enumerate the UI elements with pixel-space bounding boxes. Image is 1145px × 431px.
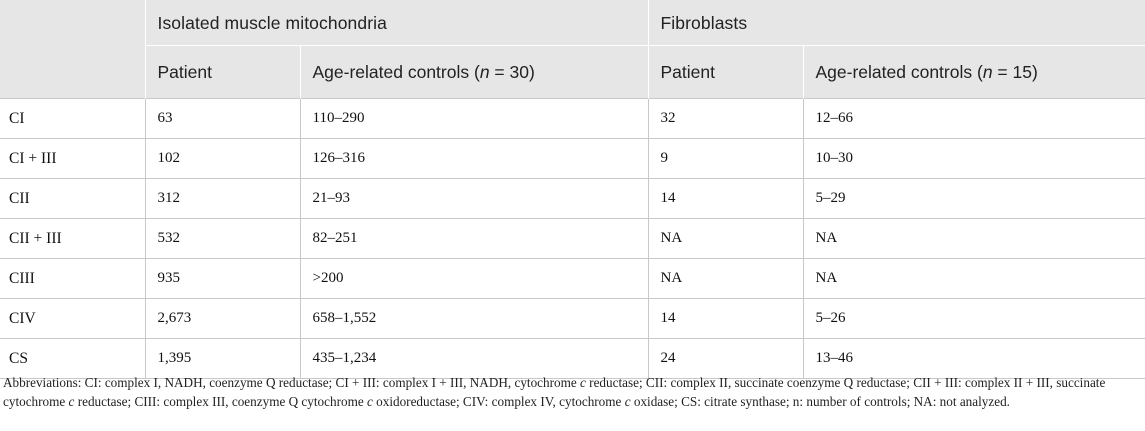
cell-muscle-controls: 21–93 [300, 179, 648, 219]
cell-muscle-patient: 312 [145, 179, 300, 219]
row-label: CIII [0, 259, 145, 299]
cell-fibro-controls: 10–30 [803, 139, 1145, 179]
column-header-fibro-controls [803, 46, 1145, 99]
row-label: CIV [0, 299, 145, 339]
table-header [0, 0, 1145, 99]
cell-fibro-patient: 9 [648, 139, 803, 179]
cell-fibro-patient: NA [648, 259, 803, 299]
footnote-italic-c: c [624, 394, 631, 409]
table-footnote [3, 373, 1143, 411]
cell-fibro-controls: 12–66 [803, 99, 1145, 139]
controls-count: = 30) [489, 61, 535, 82]
footnote-italic-c: c [366, 394, 373, 409]
row-label: CI + III [0, 139, 145, 179]
table-row [0, 299, 1145, 339]
controls-prefix: Age-related controls ( [815, 61, 983, 82]
column-header-muscle-patient: Patient [145, 46, 300, 99]
column-header-muscle-controls [300, 46, 648, 99]
row-label: CS [0, 339, 145, 379]
group-header-muscle: Isolated muscle mitochondria [145, 0, 648, 46]
cell-fibro-controls: 13–46 [803, 339, 1145, 379]
table-body [0, 99, 1145, 379]
cell-fibro-patient: 14 [648, 299, 803, 339]
table-row [0, 99, 1145, 139]
cell-muscle-controls: 82–251 [300, 219, 648, 259]
row-label: CI [0, 99, 145, 139]
group-header-fibroblasts: Fibroblasts [648, 0, 1145, 46]
cell-muscle-patient: 532 [145, 219, 300, 259]
footnote-italic-c: c [68, 394, 75, 409]
cell-muscle-controls: 126–316 [300, 139, 648, 179]
cell-muscle-patient: 2,673 [145, 299, 300, 339]
footnote-text: reductase; CII: complex II, succinate coenzyme Q reductase; CII + III: complex II + III, succinate cytochrome [3, 375, 1106, 409]
cell-fibro-controls: NA [803, 219, 1145, 259]
cell-fibro-patient: 24 [648, 339, 803, 379]
cell-muscle-patient: 102 [145, 139, 300, 179]
controls-n-variable: n [479, 61, 490, 82]
cell-muscle-controls: 110–290 [300, 99, 648, 139]
cell-muscle-controls: >200 [300, 259, 648, 299]
table-row [0, 259, 1145, 299]
cell-fibro-controls: 5–29 [803, 179, 1145, 219]
footnote-text: reductase; CIII: complex III, coenzyme Q cytochrome [74, 394, 367, 409]
controls-n-variable: n [982, 61, 993, 82]
controls-count: = 15) [992, 61, 1038, 82]
header-row-groups [0, 0, 1145, 46]
cell-fibro-patient: NA [648, 219, 803, 259]
cell-muscle-patient: 63 [145, 99, 300, 139]
cell-muscle-controls: 658–1,552 [300, 299, 648, 339]
cell-fibro-controls: NA [803, 259, 1145, 299]
cell-fibro-patient: 32 [648, 99, 803, 139]
table-row [0, 219, 1145, 259]
column-header-fibro-patient: Patient [648, 46, 803, 99]
header-row-columns [0, 46, 1145, 99]
table-row [0, 139, 1145, 179]
header-corner-cell [0, 0, 145, 99]
row-label: CII [0, 179, 145, 219]
cell-muscle-patient: 1,395 [145, 339, 300, 379]
row-label: CII + III [0, 219, 145, 259]
footnote-text: Abbreviations: CI: complex I, NADH, coenzyme Q reductase; CI + III: complex I + III, NADH, cytochrome [3, 375, 581, 390]
cell-muscle-patient: 935 [145, 259, 300, 299]
controls-prefix: Age-related controls ( [312, 61, 480, 82]
cell-muscle-controls: 435–1,234 [300, 339, 648, 379]
table-row [0, 179, 1145, 219]
footnote-text: oxidase; CS: citrate synthase; n: number of controls; NA: not analyzed. [630, 394, 1010, 409]
footnote-italic-c: c [580, 375, 586, 390]
footnote-text: oxidoreductase; CIV: complex IV, cytochrome [372, 394, 625, 409]
cell-fibro-patient: 14 [648, 179, 803, 219]
cell-fibro-controls: 5–26 [803, 299, 1145, 339]
